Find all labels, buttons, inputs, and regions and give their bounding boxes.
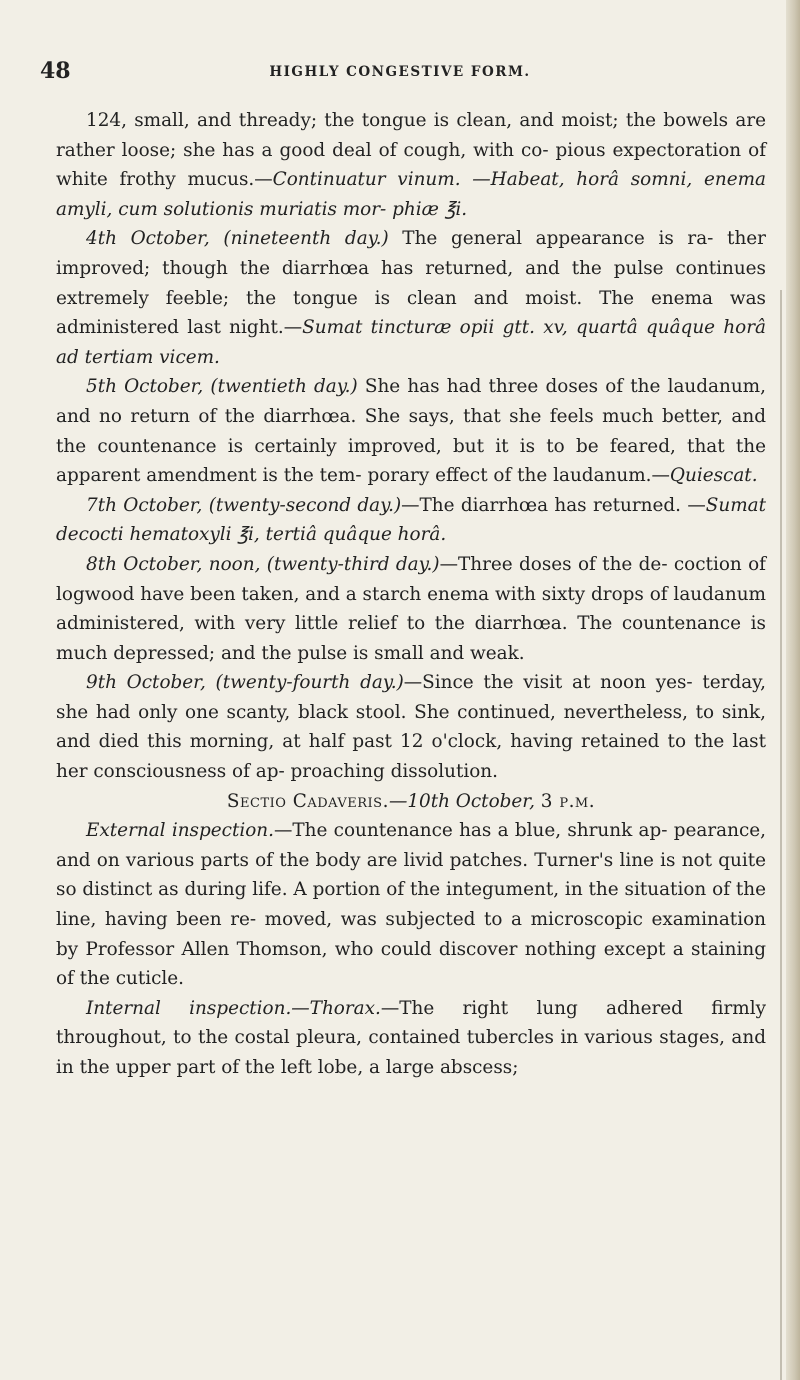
sectio-cadaveris-heading: Sectio Cadaveris.—10th October, 3 p.m. bbox=[226, 790, 596, 812]
page-gutter-shadow bbox=[780, 290, 782, 1380]
running-head-title: HIGHLY CONGESTIVE FORM. bbox=[269, 64, 531, 80]
paragraph-9th-october: 9th October, (twenty-fourth day.)—Since the visit at noon yes- terday, she had only one scanty, black stool. She continued, nevertheless, to sink, and died this morning, at half past 12 o'clock, having retained to the last her consciousness of ap- proaching dissolution. bbox=[56, 672, 766, 783]
page-edge bbox=[786, 0, 800, 1380]
external-inspection-paragraph: External inspection.—The countenance has a blue, shrunk ap- pearance, and on various parts of the body are livid patches. Turner's line is not quite so distinct as during life. A portion of the integument, in the situation of the line, having been re- moved, was subjected to a microscopic examination by Professor Allen Thomson, who could discover nothing except a staining of the cuticle. bbox=[56, 820, 766, 990]
paragraph-continuation: 124, small, and thready; the tongue is clean, and moist; the bowels are rather loose; she has a good deal of cough, with co- pious expectoration of white frothy mucus.—Continuatur vinum. —Habeat, horâ somni, enema amyli, cum solutionis muriatis mor- phiæ ℥i. bbox=[56, 110, 766, 220]
running-head bbox=[40, 58, 760, 88]
body-text bbox=[56, 106, 766, 1083]
paragraph-7th-october: 7th October, (twenty-second day.)—The diarrhœa has returned. —Sumat decocti hematoxyli ℥i, tertiâ quâque horâ. bbox=[56, 494, 766, 546]
paragraph-5th-october: 5th October, (twentieth day.) She has had three doses of the laudanum, and no return of the diarrhœa. She says, that she feels much better, and the countenance is certainly improved, but it is to be feared, that the apparent amendment is the tem- porary effect of the laudanum.—Quiescat. bbox=[56, 376, 766, 487]
paragraph-8th-october: 8th October, noon, (twenty-third day.)—Three doses of the de- coction of logwood have been taken, and a starch enema with sixty drops of laudanum administered, with very little relief to the diarrhœa. The countenance is much depressed; and the pulse is small and weak. bbox=[56, 553, 766, 664]
internal-inspection-paragraph: Internal inspection.—Thorax.—The right lung adhered firmly throughout, to the costal pleura, contained tubercles in various stages, and in the upper part of the left lobe, a large abscess; bbox=[56, 997, 766, 1078]
paragraph-4th-october: 4th October, (nineteenth day.) The general appearance is ra- ther improved; though the diarrhœa has returned, and the pulse continues extremely feeble; the tongue is clean and moist. The enema was administered last night.—Sumat tincturæ opii gtt. xv, quartâ quâque horâ ad tertiam vicem. bbox=[56, 228, 766, 368]
page-number: 48 bbox=[40, 58, 71, 84]
